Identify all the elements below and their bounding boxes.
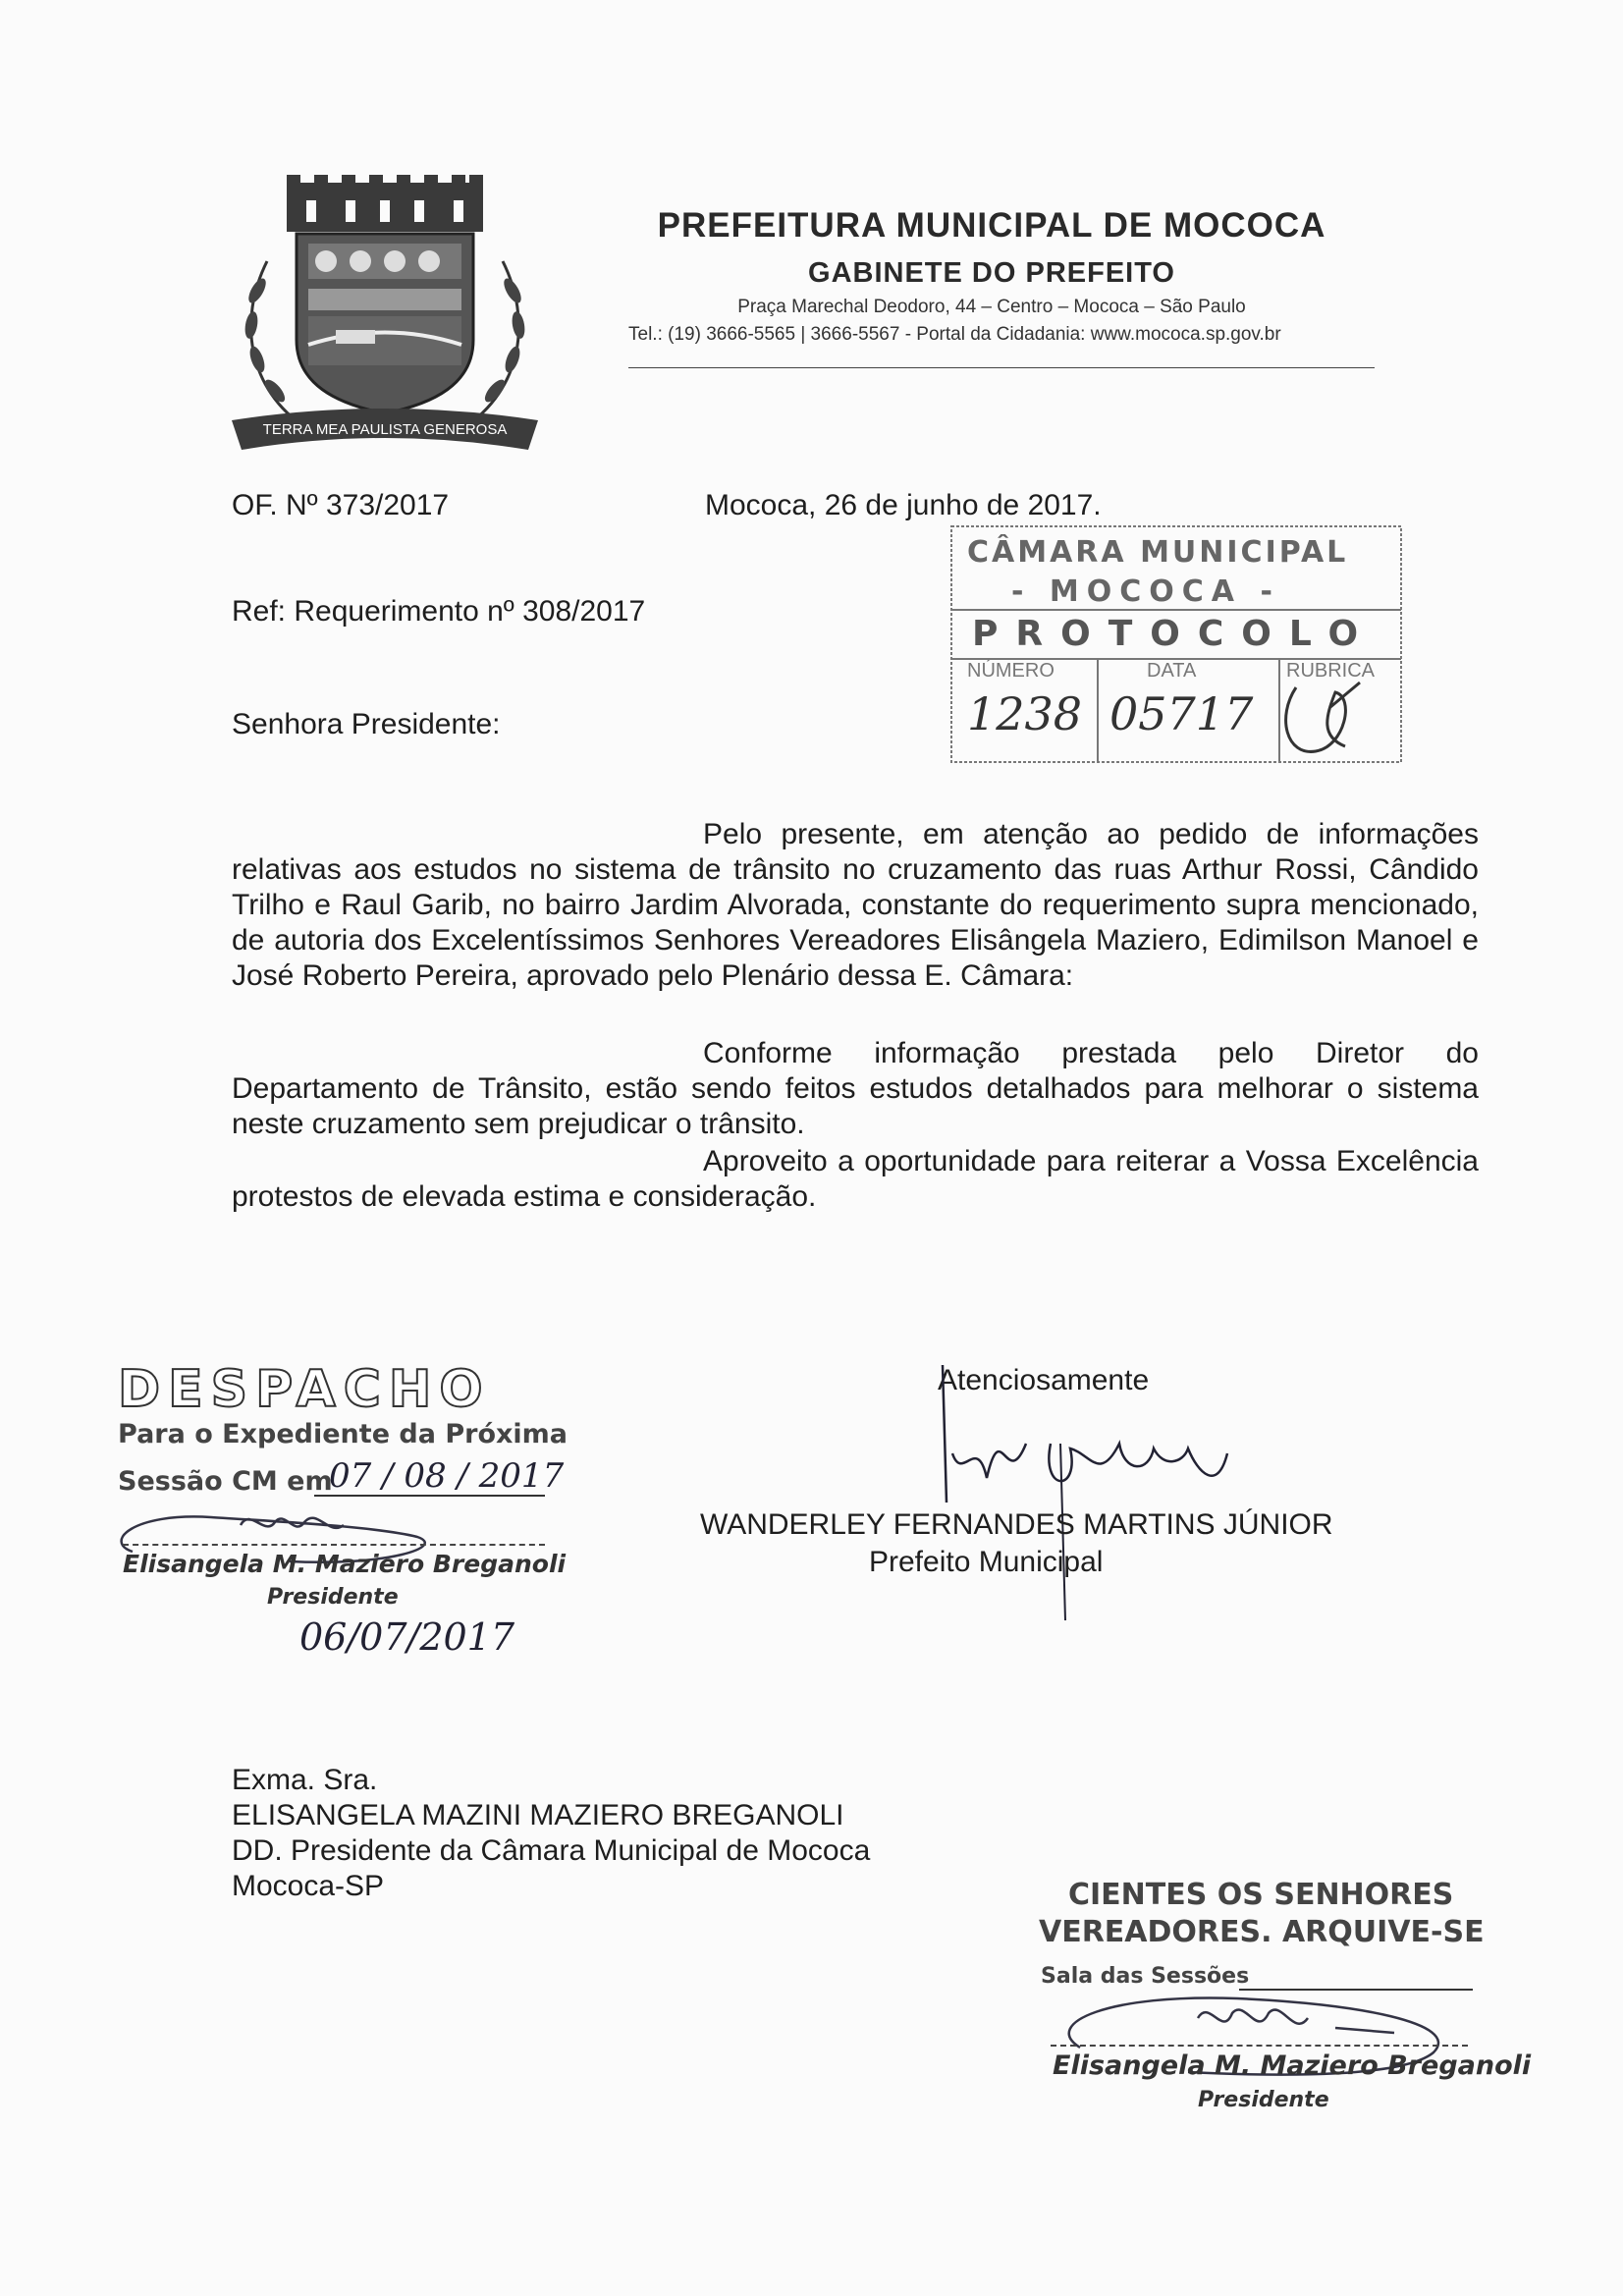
despacho-signer-role: Presidente bbox=[267, 1585, 399, 1610]
despacho-signature-line bbox=[123, 1544, 545, 1546]
despacho-line-expediente: Para o Expediente da Próxima bbox=[118, 1419, 568, 1449]
crest-motto: TERRA MEA PAULISTA GENEROSA bbox=[262, 421, 508, 438]
recipient-city: Mococa-SP bbox=[232, 1870, 385, 1902]
mayor-signature bbox=[923, 1355, 1247, 1630]
municipal-crest-logo bbox=[228, 173, 542, 467]
archive-signature-line bbox=[1051, 2045, 1468, 2047]
despacho-signer-name: Elisangela M. Maziero Breganoli bbox=[123, 1550, 567, 1578]
header-divider bbox=[628, 367, 1375, 368]
paragraph-information: Conforme informação prestada pelo Diretor do Departamento de Trânsito, estão sendo feitos estudos detalhados para melhorar o sistema neste cruzamento sem prejudicar o trânsito. bbox=[232, 1037, 1479, 1140]
stamp-data-value: 05717 bbox=[1109, 687, 1254, 740]
archive-stamp-line1: CIENTES OS SENHORES bbox=[1068, 1878, 1454, 1912]
despacho-line-sessao: Sessão CM em bbox=[118, 1466, 333, 1497]
paragraph-closing-regards: Aproveito a oportunidade para reiterar a Vossa Excelência protestos de elevada estima e consideração. bbox=[232, 1145, 1479, 1213]
salutation: Senhora Presidente: bbox=[232, 708, 501, 740]
mayor-title: Prefeito Municipal bbox=[869, 1546, 1104, 1578]
archive-stamp-line3: Sala das Sessões bbox=[1041, 1964, 1250, 1989]
header-subtitle: GABINETE DO PREFEITO bbox=[808, 257, 1175, 289]
stamp-numero-value: 1238 bbox=[967, 687, 1083, 740]
header-address: Praça Marechal Deodoro, 44 – Centro – Mococa – São Paulo bbox=[737, 297, 1246, 317]
despacho-handwritten-date: 07 / 08 / 2017 bbox=[329, 1456, 565, 1496]
header-contact: Tel.: (19) 3666-5565 | 3666-5567 - Portal da Cidadania: www.mococa.sp.gov.br bbox=[628, 324, 1281, 345]
stamp-col-rubrica: RUBRICA bbox=[1286, 660, 1376, 682]
recipient-name: ELISANGELA MAZINI MAZIERO BREGANOLI bbox=[232, 1799, 844, 1831]
stamp-line-mococa: - MOCOCA - bbox=[1011, 574, 1280, 609]
archive-signer-role: Presidente bbox=[1198, 2088, 1329, 2112]
despacho-signed-date: 06/07/2017 bbox=[299, 1615, 515, 1659]
recipient-salutation: Exma. Sra. bbox=[232, 1764, 378, 1796]
closing-atenciosamente: Atenciosamente bbox=[938, 1364, 1150, 1396]
stamp-col-numero: NÚMERO bbox=[967, 660, 1055, 682]
stamp-col-data: DATA bbox=[1147, 660, 1197, 682]
header-title: PREFEITURA MUNICIPAL DE MOCOCA bbox=[657, 206, 1326, 245]
stamp-rubrica-signature bbox=[1276, 678, 1370, 766]
reference: Ref: Requerimento nº 308/2017 bbox=[232, 595, 646, 628]
stamp-line-protocolo: PROTOCOLO bbox=[972, 614, 1377, 654]
archive-stamp-line2: VEREADORES. ARQUIVE-SE bbox=[1039, 1915, 1485, 1949]
stamp-line-camara: CÂMARA MUNICIPAL bbox=[967, 535, 1349, 570]
archive-signer-name: Elisangela M. Maziero Breganoli bbox=[1053, 2050, 1532, 2081]
despacho-stamp-title: DESPACHO bbox=[118, 1360, 491, 1419]
mayor-name: WANDERLEY FERNANDES MARTINS JÚNIOR bbox=[700, 1508, 1333, 1541]
recipient-position: DD. Presidente da Câmara Municipal de Mococa bbox=[232, 1834, 871, 1867]
paragraph-request: Pelo presente, em atenção ao pedido de informações relativas aos estudos no sistema de trânsito no cruzamento das ruas Arthur Rossi, Cândido Trilho e Raul Garib, no bairro Jardim Alvorada, constante do requerimento supra mencionado, de autoria dos Excelentíssimos Senhores Vereadores Elisângela Maziero, Edimilson Manoel e José Roberto Pereira, aprovado pelo Plenário dessa E. Câmara: bbox=[232, 818, 1479, 992]
office-number: OF. Nº 373/2017 bbox=[232, 489, 450, 521]
place-date: Mococa, 26 de junho de 2017. bbox=[705, 489, 1102, 521]
despacho-date-underline bbox=[314, 1495, 545, 1497]
